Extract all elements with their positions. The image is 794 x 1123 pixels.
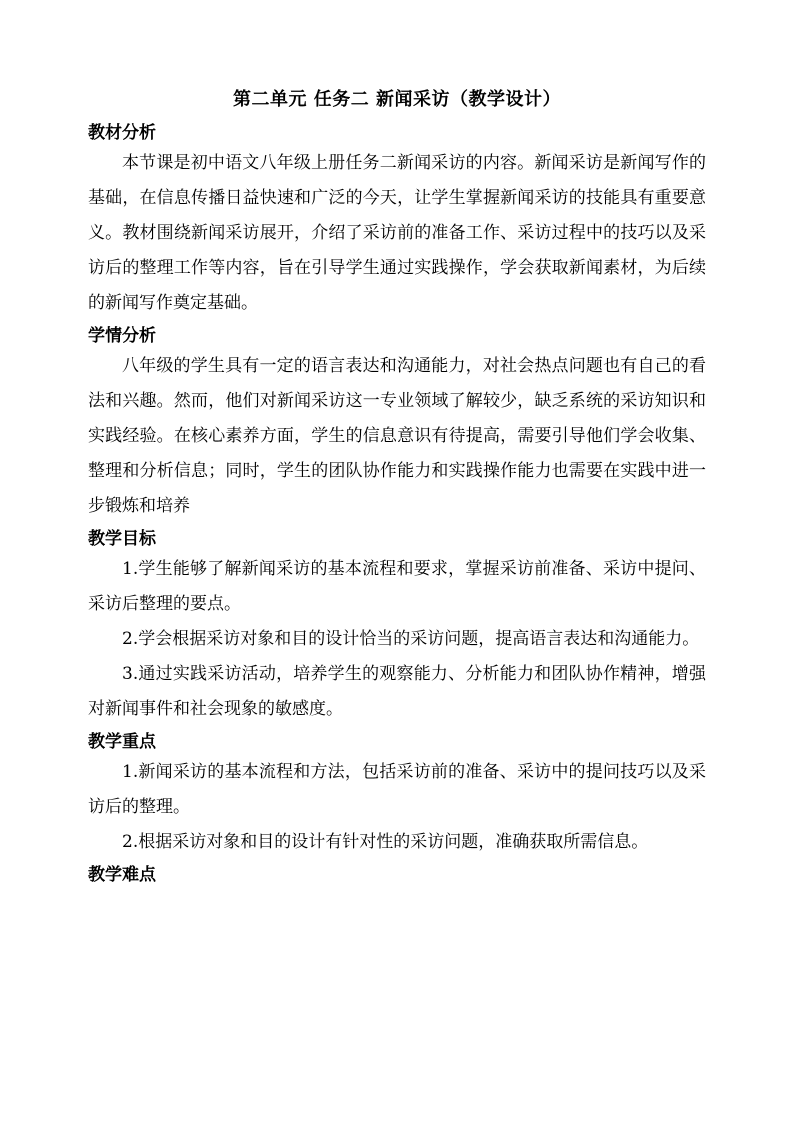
key-point-item-1: 1.新闻采访的基本流程和方法，包括采访前的准备、采访中的提问技巧以及采访后的整理。 xyxy=(88,762,706,817)
goal-item-2: 2.学会根据采访对象和目的设计恰当的采访问题，提高语言表达和沟通能力。 xyxy=(122,629,700,649)
key-point-item-2: 2.根据采访对象和目的设计有针对性的采访问题，准确获取所需信息。 xyxy=(122,832,649,852)
goal-item-1: 1.学生能够了解新闻采访的基本流程和要求，掌握采访前准备、采访中提问、采访后整理的要点。 xyxy=(88,559,706,614)
material-analysis-text: 本节课是初中语文八年级上册任务二新闻采访的内容。新闻采访是新闻写作的基础，在信息传播日益快速和广泛的今天，让学生掌握新闻采访的技能具有重要意义。教材围绕新闻采访展开，介绍了采访前的准备工作、采访过程中的技巧以及采访后的整理工作等内容，旨在引导学生通过实践操作，学会获取新闻素材，为后续的新闻写作奠定基础。 xyxy=(88,153,706,313)
section-material-analysis xyxy=(88,120,706,321)
goal-item-3: 3.通过实践采访活动，培养学生的观察能力、分析能力和团队协作精神，增强对新闻事件和社会现象的敏感度。 xyxy=(88,664,706,719)
section-teaching-goals xyxy=(88,526,706,727)
section-heading-key-points: 教学重点 xyxy=(88,732,156,752)
student-analysis-text: 八年级的学生具有一定的语言表达和沟通能力，对社会热点问题也有自己的看法和兴趣。然而，他们对新闻采访这一专业领域了解较少，缺乏系统的采访知识和实践经验。在核心素养方面，学生的信息意识有待提高，需要引导他们学会收集、整理和分析信息；同时，学生的团队协作能力和实践操作能力也需要在实践中进一步锻炼和培养 xyxy=(88,356,706,516)
section-student-analysis xyxy=(88,323,706,524)
section-heading-difficulties: 教学难点 xyxy=(88,865,156,885)
section-heading-students: 学情分析 xyxy=(88,326,156,346)
section-difficulties xyxy=(88,862,706,888)
document-title: 第二单元 任务二 新闻采访（教学设计） xyxy=(232,89,562,110)
section-key-points xyxy=(88,729,706,860)
section-heading-goals: 教学目标 xyxy=(88,529,156,549)
section-heading-material: 教材分析 xyxy=(88,123,156,143)
